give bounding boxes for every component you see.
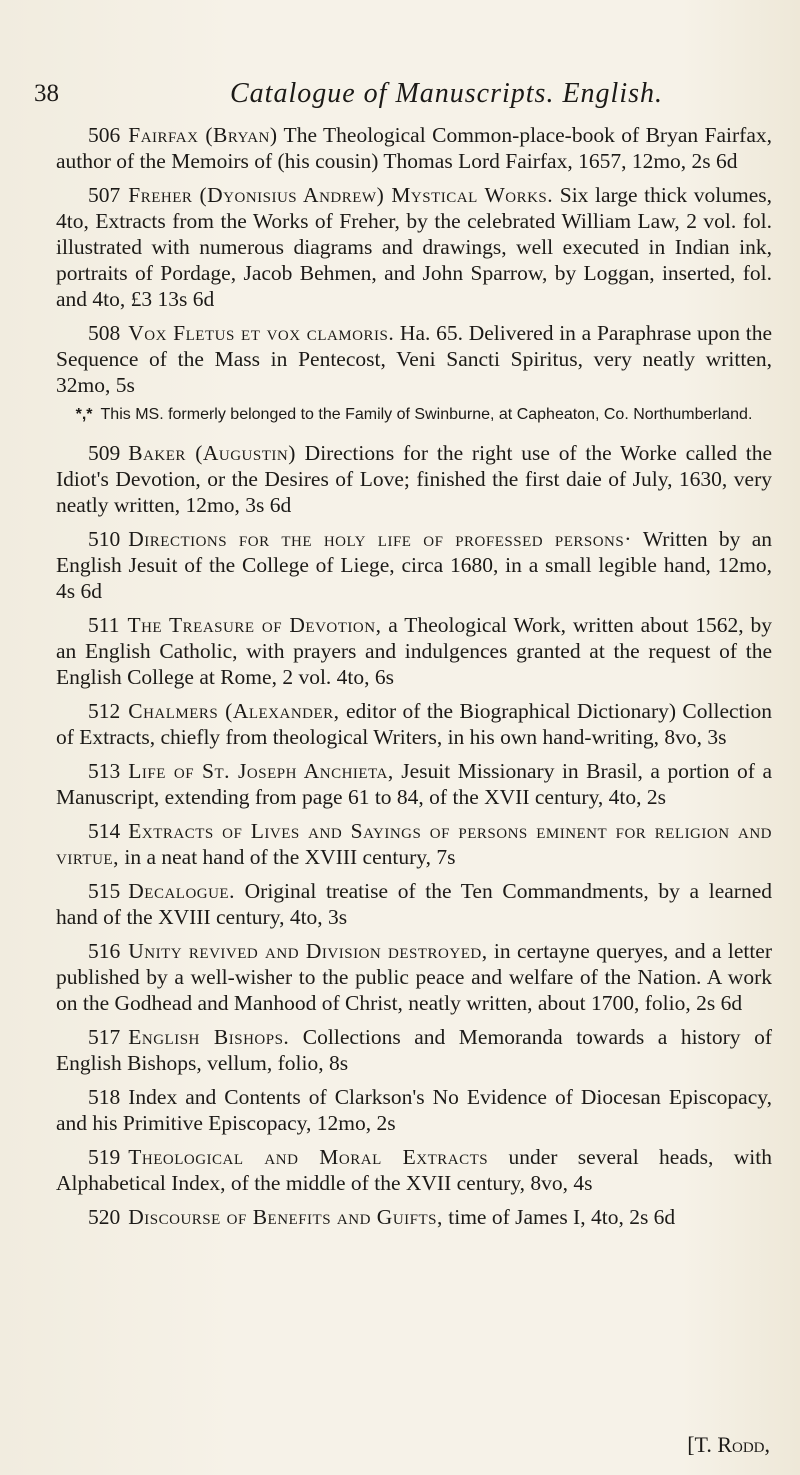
catchword: [T. Rodd, bbox=[687, 1432, 770, 1457]
entry-description: Index and Contents of Clarkson's No Evidence of Diocesan Episcopacy, and his Primitive Episcopacy, 12mo, 2s bbox=[56, 1085, 772, 1135]
entry-number: 517 bbox=[88, 1025, 121, 1049]
entry-number: 510 bbox=[88, 527, 121, 551]
entry-description: a Theological Work, written about 1562, by an English Catholic, with prayers and indulgences granted at the request of the English College at Rome, 2 vol. 4to, 6s bbox=[56, 613, 772, 689]
provenance-note bbox=[66, 404, 762, 426]
entry-description: Jesuit Missionary in Brasil, a portion of a Manuscript, extending from page 61 to 84, of the XVII century, 4to, 2s bbox=[56, 759, 772, 809]
catalogue-entry-512 bbox=[56, 698, 772, 750]
entry-description: time of James I, 4to, 2s 6d bbox=[442, 1205, 676, 1229]
entry-number: 508 bbox=[88, 321, 121, 345]
entry-description: under several heads, with Alphabetical Index, of the middle of the XVII century, 8vo, 4s bbox=[56, 1145, 772, 1195]
entry-description: Original treatise of the Ten Commandments, by a learned hand of the XVIII century, 4to, 3s bbox=[56, 879, 772, 929]
entry-number: 506 bbox=[88, 123, 121, 147]
entry-description: in a neat hand of the XVIII century, 7s bbox=[118, 845, 456, 869]
entry-number: 514 bbox=[88, 819, 121, 843]
entry-number: 507 bbox=[88, 183, 121, 207]
entry-description: Collections and Memoranda towards a history of English Bishops, vellum, folio, 8s bbox=[56, 1025, 772, 1075]
entry-heading: Unity revived and Division destroyed, bbox=[128, 939, 488, 963]
provenance-note-text: This MS. formerly belonged to the Family of Swinburne, at Capheaton, Co. Northumberland. bbox=[100, 406, 753, 423]
entry-number: 511 bbox=[88, 613, 120, 637]
catalogue-entries bbox=[56, 122, 772, 1238]
entry-heading: Life of St. Joseph Anchieta, bbox=[128, 759, 394, 783]
entry-description: Six large thick volumes, 4to, Extracts from the Works of Freher, by the celebrated William Law, 2 vol. fol. illustrated with numerous diagrams and drawings, well executed in Indian ink, portraits of Pordage, Jacob Behmen, and John Sparrow, by Loggan, inserted, fol. and 4to, £3 13s 6d bbox=[56, 183, 772, 311]
entry-heading: Directions for the holy life of professed persons· bbox=[128, 527, 632, 551]
entry-description: editor of the Biographical Dictionary) Collection of Extracts, chiefly from theological Writers, in his own hand-writing, 8vo, 3s bbox=[56, 699, 773, 749]
catalogue-entry-511 bbox=[56, 612, 772, 690]
entry-heading: Extracts of Lives and Sayings of persons eminent for religion and virtue, bbox=[56, 819, 772, 869]
entry-number: 515 bbox=[88, 879, 121, 903]
asterism: *,* bbox=[75, 406, 93, 423]
entry-number: 513 bbox=[88, 759, 121, 783]
entry-heading: Vox Fletus et vox clamoris. bbox=[128, 321, 395, 345]
catalogue-entry-518 bbox=[56, 1084, 772, 1136]
entry-heading: The Treasure of Devotion, bbox=[127, 613, 382, 637]
catalogue-entry-519 bbox=[56, 1144, 772, 1196]
running-head: Catalogue of Manuscripts. English. bbox=[230, 78, 663, 109]
catalogue-entry-508 bbox=[56, 320, 772, 398]
entry-heading: Discourse of Benefits and Guifts, bbox=[128, 1205, 443, 1229]
entry-description: The Theological Common-place-book of Bryan Fairfax, author of the Memoirs of (his cousin) Thomas Lord Fairfax, 1657, 12mo, 2s 6d bbox=[56, 123, 773, 173]
entry-description: Directions for the right use of the Worke called the Idiot's Devotion, or the Desires of Love; finished the first daie of July, 1630, very neatly written, 12mo, 3s 6d bbox=[56, 441, 773, 517]
catalogue-entry-520 bbox=[56, 1204, 772, 1230]
entry-description: Ha. 65. Delivered in a Paraphrase upon the Sequence of the Mass in Pentecost, Veni Sancti Spiritus, very neatly written, 32mo, 5s bbox=[56, 321, 772, 397]
entry-number: 519 bbox=[88, 1145, 121, 1169]
entry-number: 509 bbox=[88, 441, 121, 465]
catalogue-entry-510 bbox=[56, 526, 772, 604]
catalogue-entry-517 bbox=[56, 1024, 772, 1076]
entry-number: 518 bbox=[88, 1085, 121, 1109]
catalogue-entry-513 bbox=[56, 758, 772, 810]
catalogue-entry-509 bbox=[56, 440, 772, 518]
entry-number: 520 bbox=[88, 1205, 121, 1229]
entry-heading: Chalmers (Alexander, bbox=[128, 699, 340, 723]
catalogue-entry-507 bbox=[56, 182, 772, 312]
entry-number: 512 bbox=[88, 699, 121, 723]
entry-heading: Baker (Augustin) bbox=[128, 441, 296, 465]
entry-description: Written by an English Jesuit of the College of Liege, circa 1680, in a small legible hand, 12mo, 4s 6d bbox=[56, 527, 773, 603]
catalogue-entry-515 bbox=[56, 878, 772, 930]
entry-heading: Freher (Dyonisius Andrew) Mystical Works. bbox=[128, 183, 554, 207]
page-number: 38 bbox=[34, 80, 59, 107]
catalogue-entry-516 bbox=[56, 938, 772, 1016]
catalogue-entry-514 bbox=[56, 818, 772, 870]
entry-number: 516 bbox=[88, 939, 121, 963]
entry-heading: Fairfax (Bryan) bbox=[128, 123, 278, 147]
entry-heading: Decalogue. bbox=[128, 879, 235, 903]
entry-heading: English Bishops. bbox=[128, 1025, 290, 1049]
entry-description: in certayne queryes, and a letter published by a well-wisher to the public peace and welfare of the Nation. A work on the Godhead and Manhood of Christ, neatly written, about 1700, folio, 2s 6d bbox=[56, 939, 773, 1015]
catalogue-entry-506 bbox=[56, 122, 772, 174]
entry-heading: Theological and Moral Extracts bbox=[128, 1145, 489, 1169]
